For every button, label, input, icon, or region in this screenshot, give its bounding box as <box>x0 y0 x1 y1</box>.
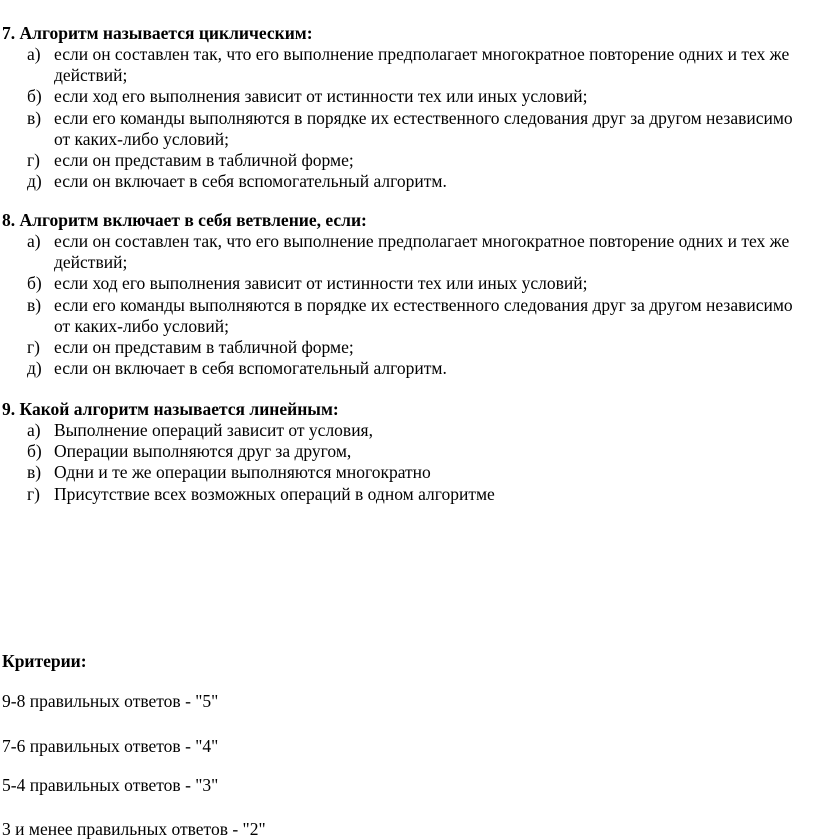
question-9 <box>2 398 808 505</box>
criteria-item: 9-8 правильных ответов - "5" <box>2 691 219 711</box>
option-text: Одни и те же операции выполняются многократно <box>54 462 431 483</box>
option-text: если он представим в табличной форме; <box>54 337 354 358</box>
answer-option <box>2 420 808 441</box>
option-text: Выполнение операций зависит от условия, <box>54 420 373 440</box>
option-letter: а) <box>27 420 41 440</box>
answer-option <box>2 484 808 505</box>
option-letter: в) <box>27 107 42 128</box>
option-letter: д) <box>27 171 42 192</box>
option-text: если ход его выполнения зависит от истинности тех или иных условий; <box>54 273 588 294</box>
answer-option <box>2 231 808 273</box>
criteria-item: 7-6 правильных ответов - "4" <box>2 736 219 756</box>
option-letter: б) <box>27 273 42 294</box>
option-letter: д) <box>27 358 42 379</box>
criteria-title: Критерии: <box>2 651 87 671</box>
answer-option <box>2 358 808 379</box>
answer-option <box>2 462 808 483</box>
answer-option <box>2 44 808 86</box>
answer-option <box>2 337 808 358</box>
option-letter: г) <box>27 337 41 358</box>
option-letter: г) <box>27 483 41 504</box>
answer-option <box>2 86 808 107</box>
criteria-item: 3 и менее правильных ответов - "2" <box>2 819 266 839</box>
option-letter: а) <box>27 231 41 251</box>
option-text: если ход его выполнения зависит от истинности тех или иных условий; <box>54 86 588 107</box>
criteria-item: 5-4 правильных ответов - "3" <box>2 775 219 795</box>
option-text: если он включает в себя вспомогательный алгоритм. <box>54 358 447 379</box>
option-text: если он составлен так, что его выполнение предполагает многократное повторение одних и тех же действий; <box>54 231 790 273</box>
option-text: если его команды выполняются в порядке их естественного следования друг за другом независимо от каких-либо условий; <box>54 107 793 149</box>
question-title: 8. Алгоритм включает в себя ветвление, если: <box>2 210 367 230</box>
option-text: Операции выполняются друг за другом, <box>54 441 352 462</box>
answer-option <box>2 108 808 150</box>
option-text: Присутствие всех возможных операций в одном алгоритме <box>54 483 495 504</box>
question-title: 9. Какой алгоритм называется линейным: <box>2 399 339 419</box>
question-title: 7. Алгоритм называется циклическим: <box>2 23 313 43</box>
answer-option <box>2 295 808 337</box>
option-letter: в) <box>27 462 42 483</box>
answer-option <box>2 273 808 294</box>
answer-option <box>2 150 808 171</box>
option-letter: б) <box>27 441 42 462</box>
option-text: если он составлен так, что его выполнение предполагает многократное повторение одних и тех же действий; <box>54 44 790 86</box>
option-text: если он представим в табличной форме; <box>54 150 354 171</box>
option-letter: г) <box>27 150 41 171</box>
option-text: если он включает в себя вспомогательный алгоритм. <box>54 171 447 192</box>
answer-option <box>2 171 808 192</box>
answer-option <box>2 441 808 462</box>
option-text: если его команды выполняются в порядке их естественного следования друг за другом независимо от каких-либо условий; <box>54 294 793 336</box>
option-letter: в) <box>27 294 42 315</box>
question-8 <box>2 209 808 379</box>
option-letter: а) <box>27 44 41 64</box>
option-letter: б) <box>27 86 42 107</box>
question-7 <box>2 22 808 192</box>
